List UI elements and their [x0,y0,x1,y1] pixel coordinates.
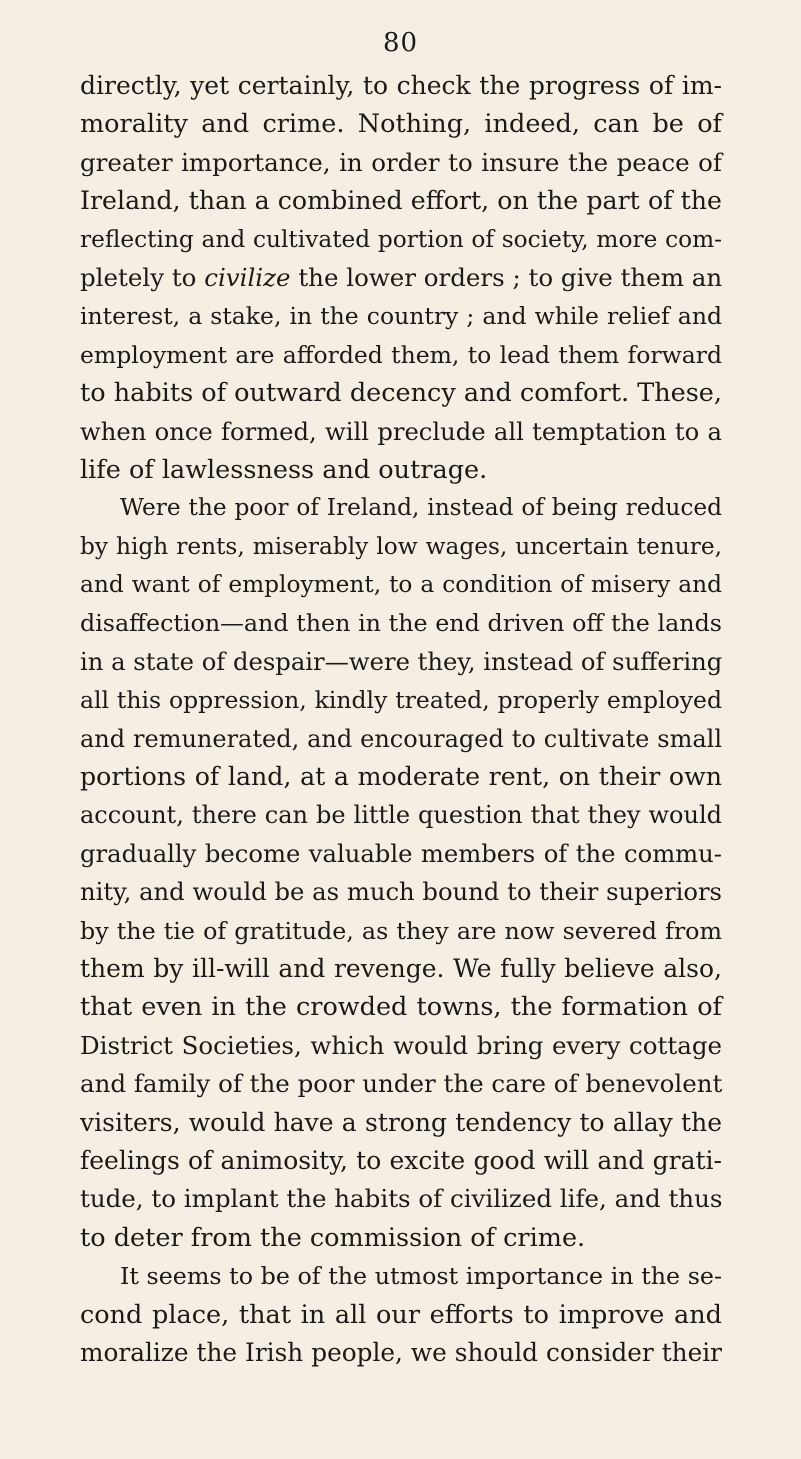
text-line: District Societies, which would bring every cottage [80,1030,722,1060]
text-line: to deter from the commission of crime. [80,1222,586,1253]
text-line: gradually become valuable members of the commu- [80,838,722,868]
text-line: when once formed, will preclude all temptation to a [80,416,722,446]
text-line: by high rents, miserably low wages, uncertain tenure, [80,532,722,560]
text-run: pletely to [80,262,205,292]
text-line: disaffection—and then in the end driven off the lands [80,609,722,638]
text-line: portions of land, at a moderate rent, on their own [80,762,722,792]
text-line: nity, and would be as much bound to their superiors [80,877,722,907]
text-line: all this oppression, kindly treated, properly employed [80,686,722,715]
text-line: feelings of animosity, to excite good will and grati- [80,1145,722,1175]
text-line: visiters, would have a strong tendency to allay the [80,1107,722,1137]
text-line: and want of employment, to a condition of misery and [80,571,722,599]
text-line: reflecting and cultivated portion of society, more com- [80,225,722,253]
page-number: 80 [382,28,419,58]
text-line: them by ill-will and revenge. We fully believe also, [80,953,722,983]
text-line: Ireland, than a combined effort, on the part of the [80,186,722,216]
text-line: tude, to implant the habits of civilized life, and thus [80,1184,723,1214]
text-line: directly, yet certainly, to check the progress of im- [80,71,722,100]
text-line: that even in the crowded towns, the formation of [80,992,722,1023]
italic-word: civilize [204,262,291,292]
text-line: by the tie of gratitude, as they are now severed from [80,916,722,945]
text-line: to habits of outward decency and comfort. These, [80,378,722,409]
text-line: morality and crime. Nothing, indeed, can be of [80,109,722,140]
text-line: interest, a stake, in the country ; and while relief and [80,302,722,331]
text-line: cond place, that in all our efforts to improve and [80,1299,722,1330]
text-line: greater importance, in order to insure the peace of [80,147,722,177]
text-line: employment are afforded them, to lead them forward [80,340,722,369]
text-line: in a state of despair—were they, instead of suffering [80,646,723,676]
text-line: and remunerated, and encouraged to cultivate small [80,724,722,753]
text-line: and family of the poor under the care of benevolent [80,1069,723,1099]
text-line [80,259,722,297]
text-line: account, there can be little question that they would [80,801,722,830]
text-line: moralize the Irish people, we should consider their [80,1337,722,1367]
text-line: life of lawlessness and outrage. [80,454,488,485]
text-run: the lower orders ; to give them an [290,262,723,292]
paragraph-start-line: Were the poor of Ireland, instead of being reduced [120,494,722,522]
body-text [80,67,722,1372]
paragraph-start-line: It seems to be of the utmost importance in the se- [120,1262,722,1291]
